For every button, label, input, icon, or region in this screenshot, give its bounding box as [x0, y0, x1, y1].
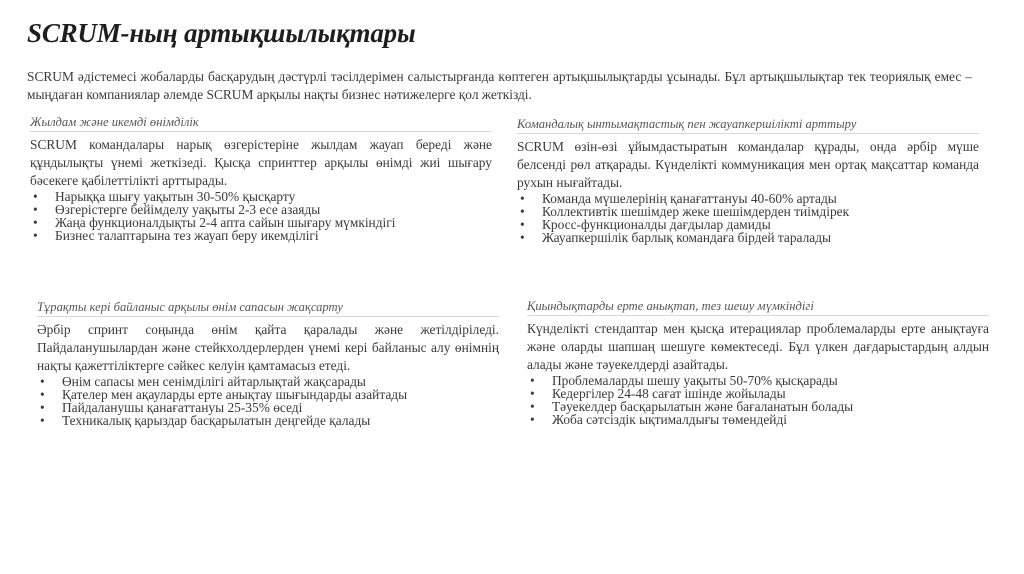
bullet-list [517, 192, 979, 244]
bullet-icon: • [33, 202, 38, 217]
bullet-icon: • [520, 217, 525, 232]
list-item: • Кедергілер 24-48 сағат ішінде жойылады [530, 386, 786, 401]
bullet-icon: • [40, 400, 45, 415]
bullet-icon: • [520, 191, 525, 206]
page-title: SCRUM-ның артықшылықтары [27, 18, 416, 48]
bullet-icon: • [530, 399, 535, 414]
block-heading: Командалық ынтымақтастық пен жауапкершілікті арттыру [517, 116, 979, 134]
bullet-icon: • [40, 374, 45, 389]
block-heading: Жылдам және икемді өнімділік [30, 114, 492, 132]
bullet-icon: • [33, 228, 38, 243]
bullet-list [37, 375, 499, 427]
intro-paragraph: SCRUM әдістемесі жобаларды басқарудың дәстүрлі тәсілдерімен салыстырғанда көптеген артықшылықтарды ұсынады. Бұл артықшылықтар тек теориялық емес – мыңдаған компаниялар әлемде SCRUM арқылы нақты бизнес нәтижелерге қол жеткізді. [27, 69, 972, 102]
bullet-icon: • [520, 204, 525, 219]
list-item: • Команда мүшелерінің қанағаттануы 40-60% артады [520, 191, 837, 206]
list-item: • Бизнес талаптарына тез жауап беру икемділігі [33, 228, 319, 243]
list-item: • Пайдаланушы қанағаттануы 25-35% өседі [40, 400, 303, 415]
benefit-block-risk [527, 298, 989, 426]
bullet-icon: • [33, 189, 38, 204]
list-item: • Жаңа функционалдықты 2-4 апта сайын шығару мүмкіндігі [33, 215, 396, 230]
benefit-block-speed [30, 114, 492, 242]
bullet-list [30, 190, 492, 242]
list-item: • Өзгерістерге бейімделу уақыты 2-3 есе азаяды [33, 202, 321, 217]
block-heading: Қиындықтарды ерте анықтап, тез шешу мүмкіндігі [527, 298, 989, 316]
bullet-icon: • [530, 373, 535, 388]
list-item: • Қателер мен ақауларды ерте анықтау шығындарды азайтады [40, 387, 408, 402]
block-text: SCRUM өзін-өзі ұйымдастыратын командалар құрады, онда әрбір мүше белсенді рөл атқарады. Күнделікті коммуникация мен ортақ мақсаттар команда рухын нығайтады. [517, 139, 979, 190]
list-item: • Техникалық қарыздар басқарылатын деңгейде қалады [40, 413, 371, 428]
bullet-icon: • [520, 230, 525, 245]
benefit-block-teamwork [517, 116, 979, 244]
list-item: • Тәуекелдер басқарылатын және бағаланатын болады [530, 399, 854, 414]
bullet-icon: • [40, 413, 45, 428]
list-item: • Проблемаларды шешу уақыты 50-70% қысқарады [530, 373, 838, 388]
block-text: Күнделікті стендаптар мен қысқа итерациялар проблемаларды ерте анықтауға және оларды шапшаң шешуге көмектеседі. Бұл үлкен дағдарыстардың алдын алады және тәуекелдерді азайтады. [527, 321, 989, 372]
bullet-icon: • [530, 412, 535, 427]
bullet-icon: • [40, 387, 45, 402]
bullet-list [527, 374, 989, 426]
bullet-icon: • [530, 386, 535, 401]
block-heading: Тұрақты кері байланыс арқылы өнім сапасын жақсарту [37, 299, 499, 317]
bullet-icon: • [33, 215, 38, 230]
list-item: • Жауапкершілік барлық командаға бірдей таралады [520, 230, 832, 245]
block-text: Әрбір спринт соңында өнім қайта қаралады және жетілдіріледі. Пайдаланушылардан және стейкхолдерлерден үнемі кері байланыс алу өнімнің нақты қажеттіліктерге сәйкес келуін қамтамасыз етеді. [37, 322, 499, 373]
list-item: • Коллективтік шешімдер жеке шешімдерден тиімдірек [520, 204, 850, 219]
list-item: • Кросс-функционалды дағдылар дамиды [520, 217, 771, 232]
list-item: • Өнім сапасы мен сенімділігі айтарлықтай жақсарады [40, 374, 366, 389]
list-item: • Нарыққа шығу уақытын 30-50% қысқарту [33, 189, 296, 204]
benefit-block-quality [37, 299, 499, 427]
list-item: • Жоба сәтсіздік ықтималдығы төмендейді [530, 412, 787, 427]
block-text: SCRUM командалары нарық өзгерістеріне жылдам жауап береді және құндылықты үнемі жеткізеді. Қысқа спринттер арқылы өнімді жиі шығару бәсекеге қабілеттілікті арттырады. [30, 137, 492, 188]
